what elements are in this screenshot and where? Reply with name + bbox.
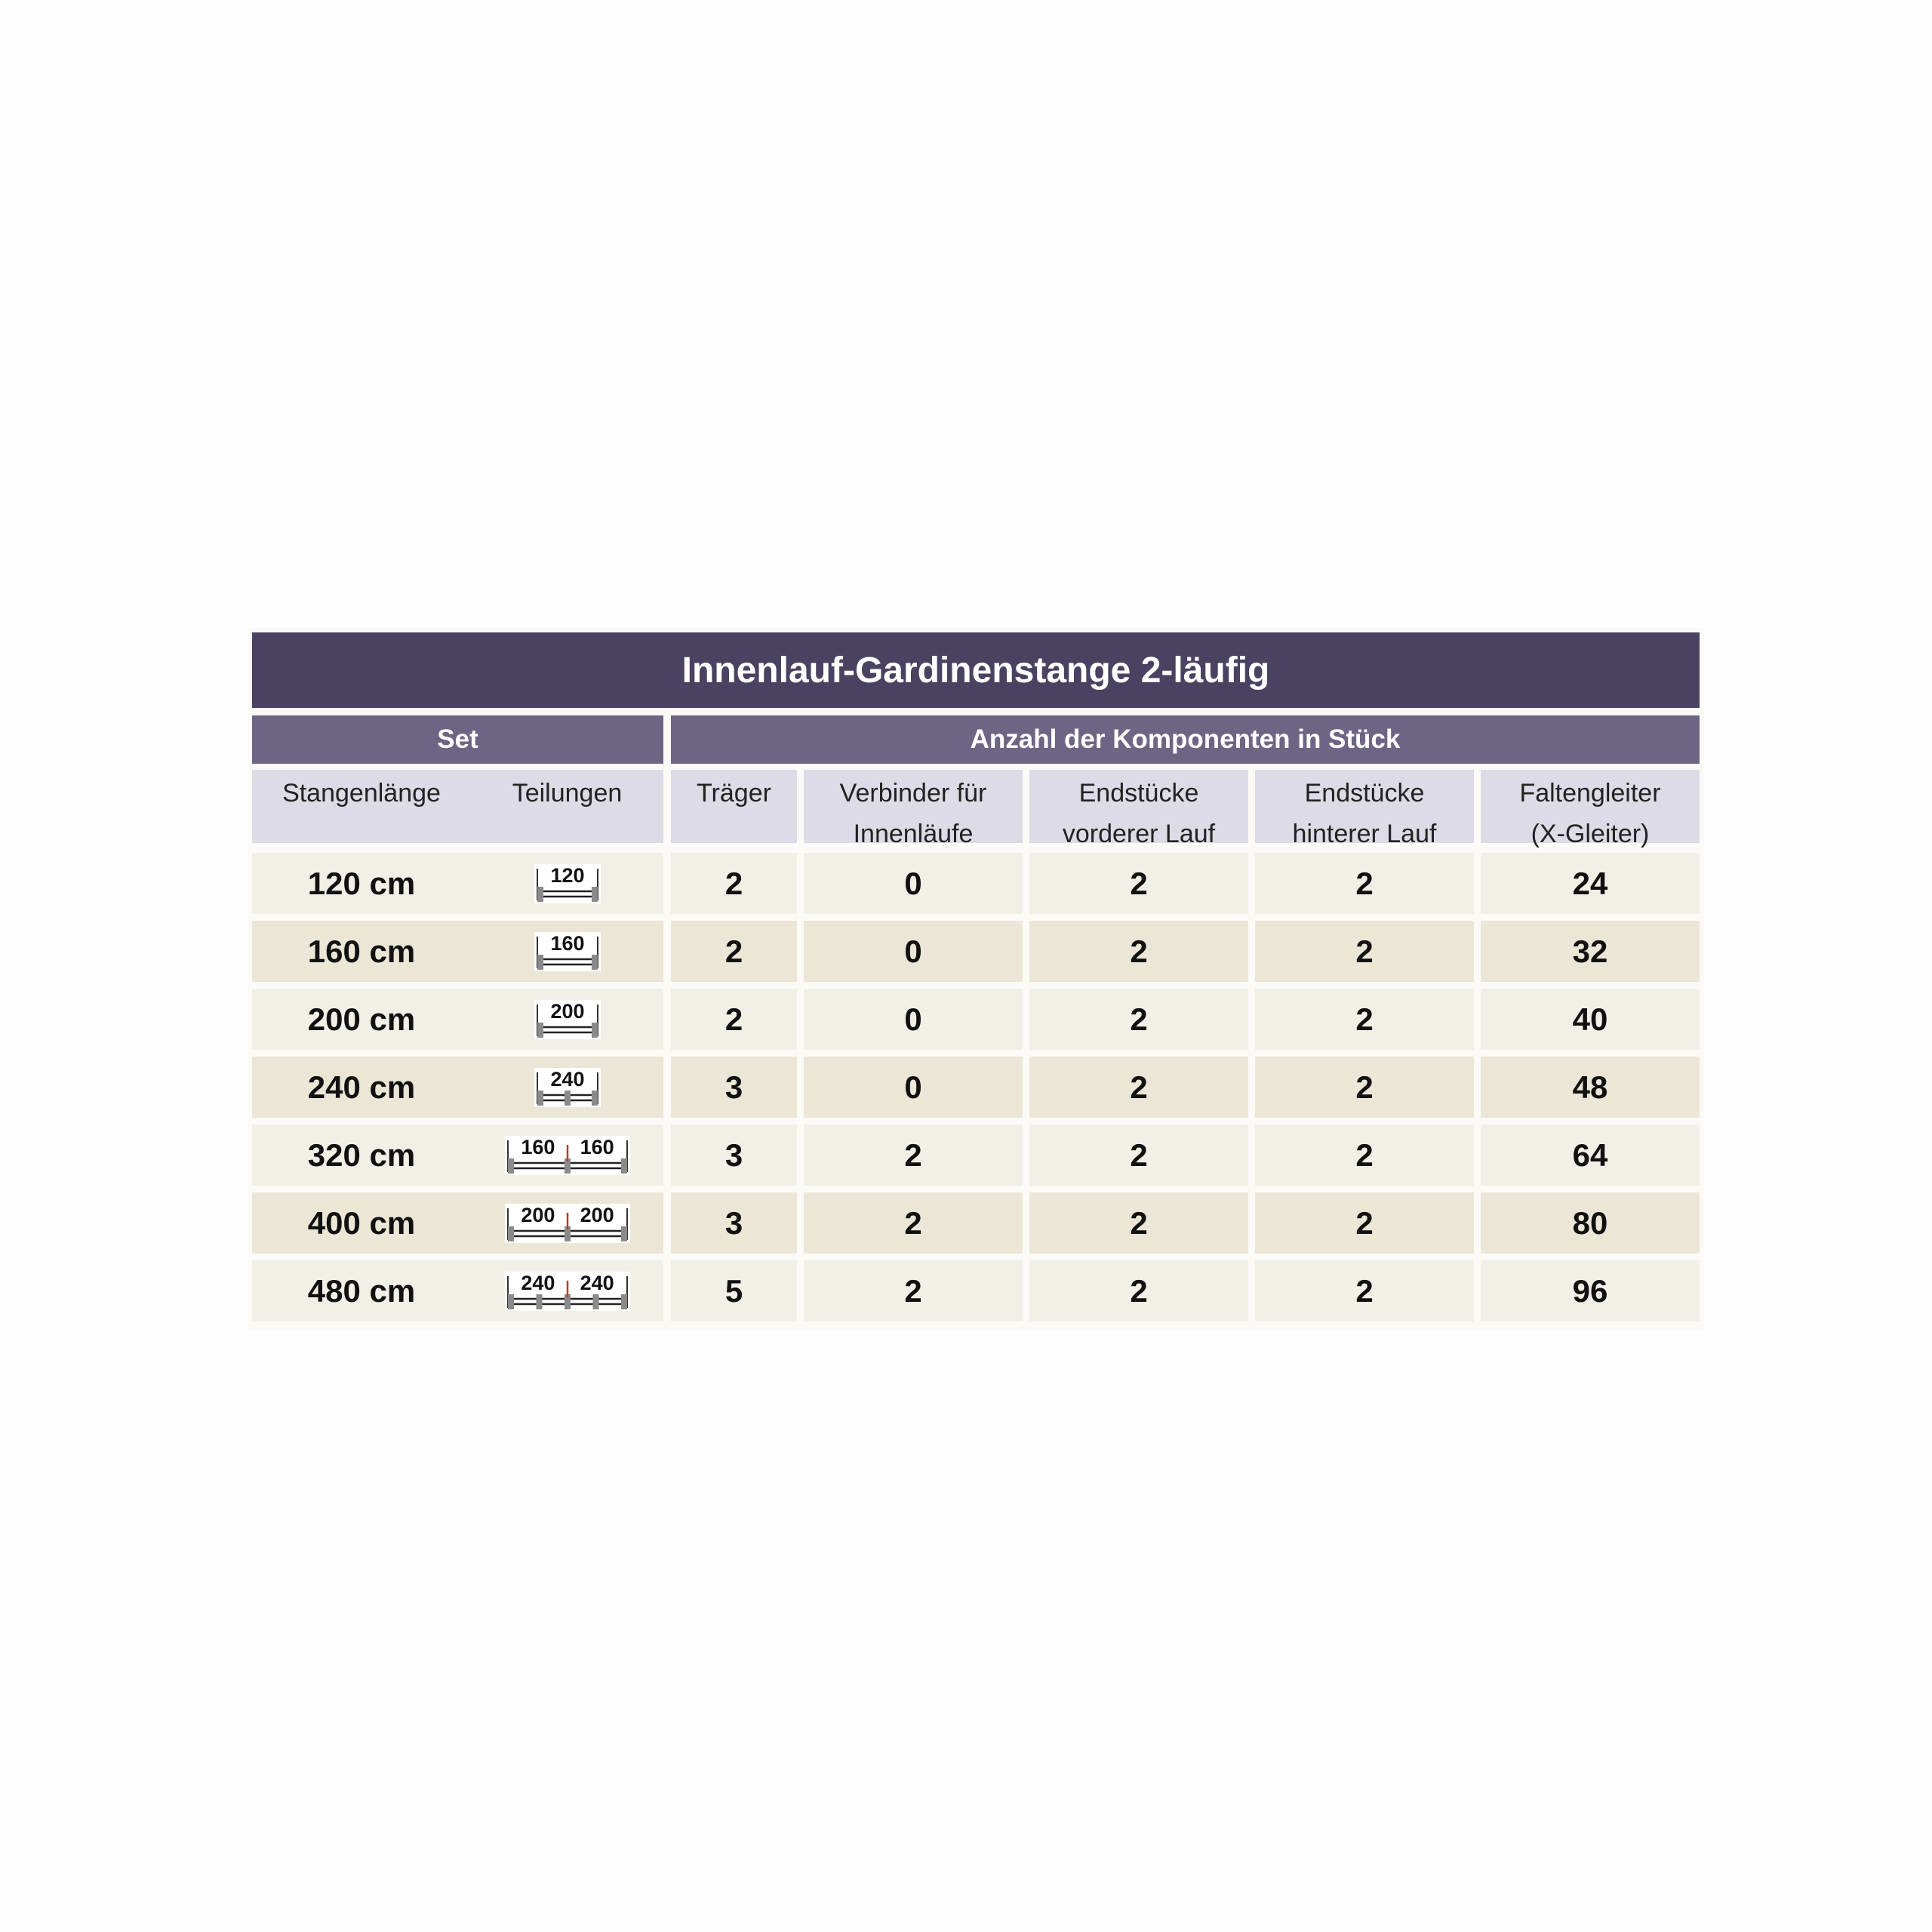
front-ends-count: 2 [1029, 1124, 1248, 1186]
bracket-mark [592, 1091, 598, 1106]
bracket-mark [537, 1091, 543, 1106]
bracket-mark [536, 1294, 542, 1309]
bracket-mark [621, 1158, 627, 1174]
gliders-count: 80 [1481, 1192, 1700, 1254]
division-label: 160 [549, 931, 585, 955]
division-label: 240 [520, 1271, 555, 1294]
front-ends-header-line1: Endstücke [1078, 779, 1199, 808]
gliders-count: 48 [1481, 1057, 1700, 1118]
connectors-count: 0 [804, 1057, 1023, 1118]
brackets-count: 2 [671, 853, 797, 914]
bracket-mark [592, 955, 598, 970]
division-cell [471, 1057, 663, 1118]
gliders-count: 32 [1481, 921, 1700, 982]
components-group-header: Anzahl der Komponenten in Stück [671, 715, 1700, 764]
division-label: 120 [549, 863, 585, 887]
bracket-mark [621, 1226, 627, 1241]
column-header-front-ends [1029, 770, 1248, 848]
connectors-header-line1: Verbinder für [839, 779, 987, 808]
gliders-count: 96 [1481, 1260, 1700, 1321]
connectors-header-line2: Innenläufe [853, 820, 974, 848]
gliders-header-line1: Faltengleiter [1519, 779, 1661, 808]
rod-length: 320 cm [307, 1137, 416, 1173]
division-diagram-icon [503, 1270, 632, 1312]
division-diagram-icon [533, 1066, 602, 1109]
division-label: 240 [580, 1271, 614, 1294]
rod-length: 120 cm [307, 865, 416, 901]
back-ends-header-line1: Endstücke [1304, 779, 1425, 808]
brackets-count: 5 [671, 1260, 797, 1321]
back-ends-count: 2 [1255, 989, 1474, 1050]
division-cell [471, 1192, 663, 1254]
column-header-length: Stangenlänge [282, 779, 441, 808]
connectors-count: 2 [804, 1192, 1023, 1254]
connectors-count: 2 [804, 1260, 1023, 1321]
brackets-count: 3 [671, 1057, 797, 1118]
bracket-mark [537, 955, 543, 970]
component-table [248, 628, 1704, 1330]
column-header-gliders [1481, 770, 1700, 848]
back-ends-count: 2 [1255, 1260, 1474, 1321]
brackets-count: 2 [671, 921, 797, 982]
back-ends-count: 2 [1255, 1192, 1474, 1254]
bracket-mark [508, 1294, 514, 1309]
table-title: Innenlauf-Gardinenstange 2-läufig [252, 632, 1700, 708]
front-ends-count: 2 [1029, 1057, 1248, 1118]
rod-length: 400 cm [307, 1204, 416, 1241]
front-ends-count: 2 [1029, 921, 1248, 982]
division-label: 200 [580, 1203, 614, 1226]
division-diagram-icon [503, 1134, 632, 1177]
back-ends-count: 2 [1255, 921, 1474, 982]
back-ends-count: 2 [1255, 1057, 1474, 1118]
set-group-header: Set [252, 715, 663, 764]
division-diagram-icon [533, 863, 602, 905]
rod-length: 200 cm [307, 1001, 416, 1037]
gliders-header-line2: (X-Gleiter) [1531, 820, 1650, 848]
bracket-mark [592, 1294, 598, 1309]
column-header-divisions: Teilungen [512, 779, 623, 808]
bracket-mark [621, 1294, 627, 1309]
brackets-count: 2 [671, 989, 797, 1050]
gliders-count: 40 [1481, 989, 1700, 1050]
bracket-mark [565, 1091, 571, 1106]
bracket-mark [508, 1226, 514, 1241]
bracket-mark [537, 1023, 543, 1038]
brackets-count: 3 [671, 1124, 797, 1186]
front-ends-count: 2 [1029, 989, 1248, 1050]
column-header-back-ends [1255, 770, 1474, 848]
front-ends-count: 2 [1029, 1192, 1248, 1254]
division-label: 240 [549, 1067, 585, 1091]
division-cell [471, 1260, 663, 1321]
division-label: 160 [580, 1135, 614, 1158]
division-label: 200 [549, 999, 585, 1023]
back-ends-header-line2: hinterer Lauf [1292, 820, 1437, 848]
division-diagram-icon [503, 1202, 632, 1244]
front-ends-count: 2 [1029, 1260, 1248, 1321]
back-ends-count: 2 [1255, 1124, 1474, 1186]
connectors-count: 2 [804, 1124, 1023, 1186]
gliders-count: 24 [1481, 853, 1700, 914]
bracket-mark [592, 1023, 598, 1038]
front-ends-count: 2 [1029, 853, 1248, 914]
division-diagram-icon [533, 998, 602, 1041]
division-diagram-icon [533, 931, 602, 973]
bracket-mark [592, 887, 598, 902]
bracket-mark [537, 887, 543, 902]
gliders-count: 64 [1481, 1124, 1700, 1186]
column-header-brackets: Träger [671, 770, 797, 843]
connectors-count: 0 [804, 853, 1023, 914]
connectors-count: 0 [804, 921, 1023, 982]
division-cell [471, 989, 663, 1050]
front-ends-header-line2: vorderer Lauf [1062, 820, 1216, 848]
back-ends-count: 2 [1255, 853, 1474, 914]
bracket-mark [508, 1158, 514, 1174]
connectors-count: 0 [804, 989, 1023, 1050]
rod-length: 160 cm [307, 933, 416, 969]
division-label: 160 [520, 1135, 555, 1158]
rod-length: 480 cm [307, 1272, 416, 1309]
column-header-connectors [804, 770, 1023, 848]
rod-length: 240 cm [307, 1069, 416, 1105]
division-cell [471, 1124, 663, 1186]
division-cell [471, 853, 663, 914]
brackets-count: 3 [671, 1192, 797, 1254]
division-cell [471, 921, 663, 982]
division-label: 200 [520, 1203, 555, 1226]
